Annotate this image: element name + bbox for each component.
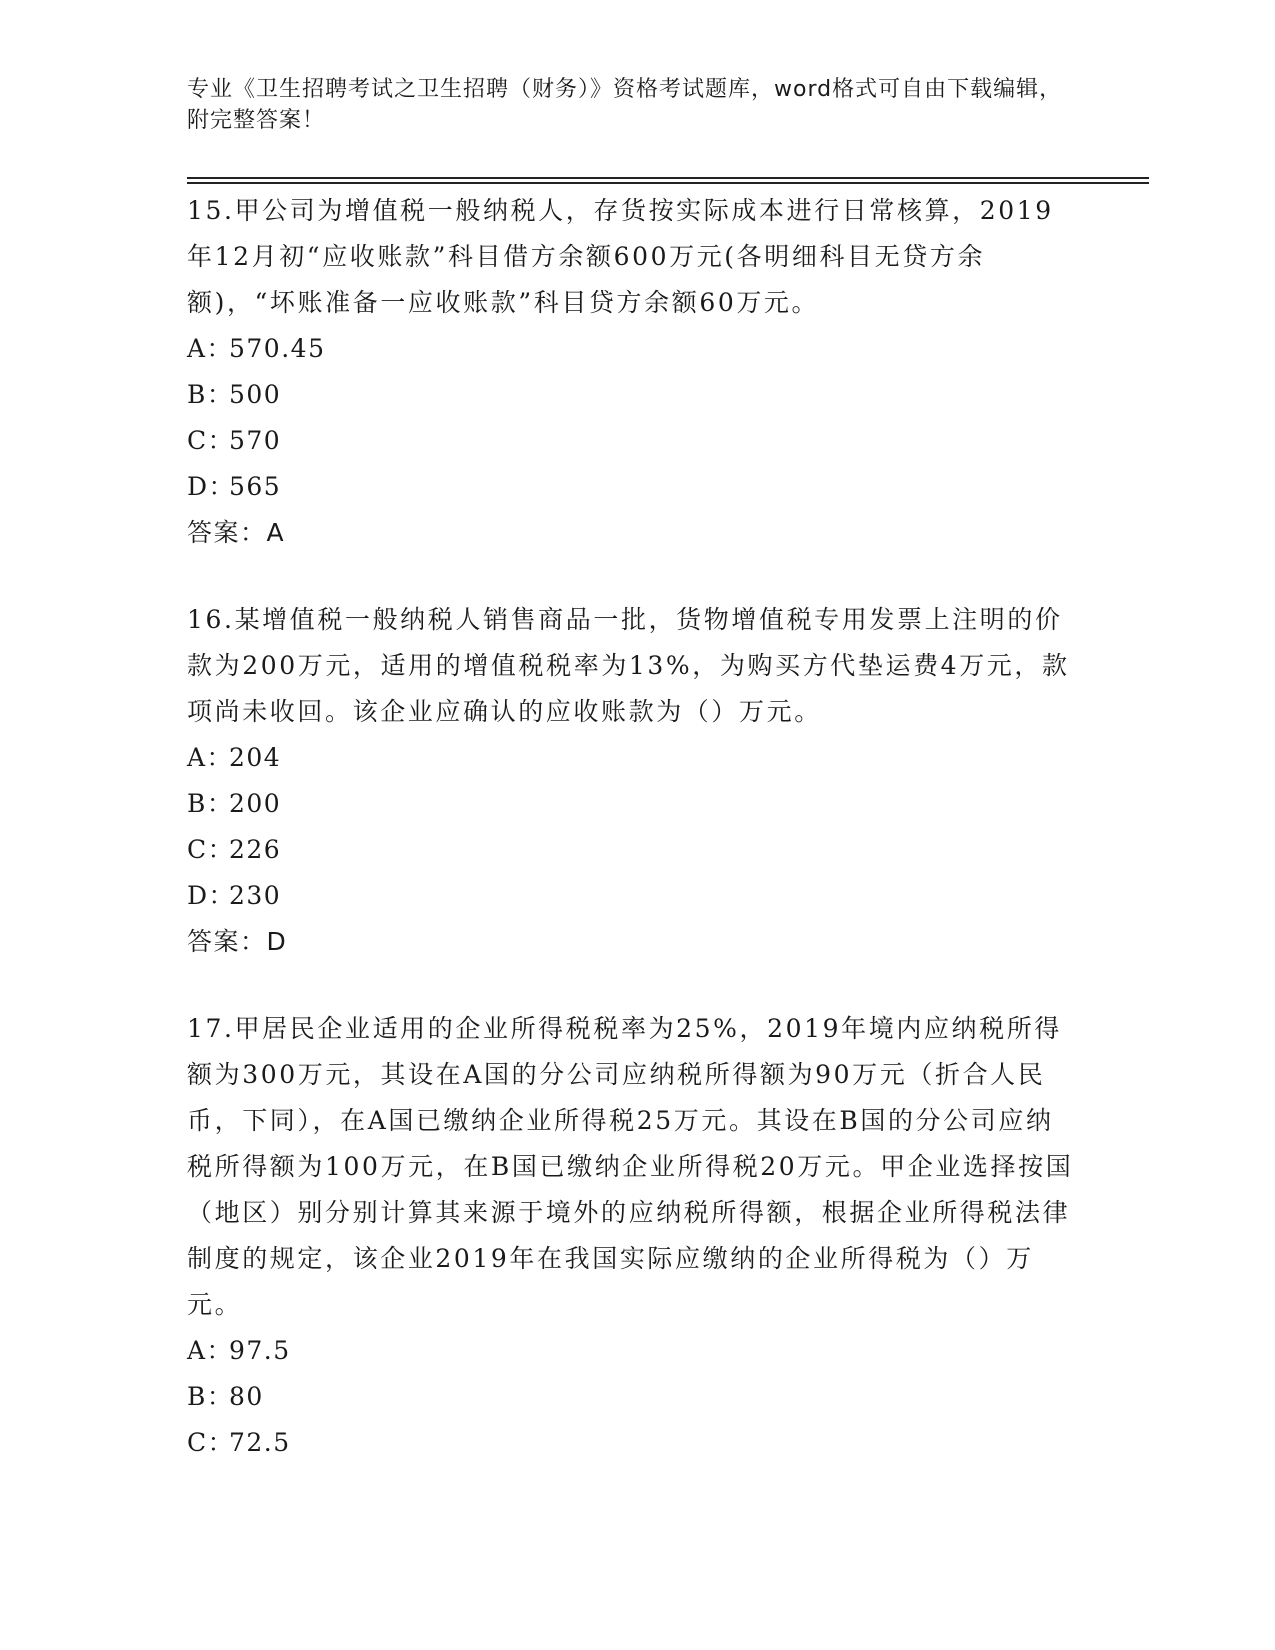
- option-a: [187, 326, 1077, 372]
- question-stem: [187, 1006, 1077, 1328]
- option-text: 97.5: [229, 1336, 291, 1365]
- option-text: 72.5: [229, 1428, 291, 1457]
- option-text: 200: [229, 789, 282, 818]
- question-15: [187, 188, 1077, 556]
- answer-line: 答案：D: [187, 927, 288, 956]
- question-16: [187, 597, 1077, 965]
- option-text: 230: [229, 881, 282, 910]
- option-b: [187, 372, 1077, 418]
- question-text: 甲公司为增值税一般纳税人，存货按实际成本进行日常核算，2019年12月初“应收账款”科目借方余额600万元(各明细科目无贷方余额)，“坏账准备一应收账款”科目贷方余额60万元。: [187, 196, 1054, 317]
- option-letter: C：: [187, 835, 235, 864]
- question-text: 甲居民企业适用的企业所得税税率为25%，2019年境内应纳税所得额为300万元，其设在A国的分公司应纳税所得额为90万元（折合人民币，下同），在A国已缴纳企业所得税25万元。其设在B国的分公司应纳税所得额为100万元，在B国已缴纳企业所得税20万元。甲企业选择按国（地区）别分别计算其来源于境外的应纳税所得额，根据企业所得税法律制度的规定，该企业2019年在我国实际应缴纳的企业所得税为（）万元。: [187, 1014, 1074, 1319]
- option-text: 80: [229, 1382, 264, 1411]
- question-text: 某增值税一般纳税人销售商品一批，货物增值税专用发票上注明的价款为200万元，适用的增值税税率为13%，为购买方代垫运费4万元，款项尚未收回。该企业应确认的应收账款为（）万元。: [187, 605, 1070, 726]
- option-text: 204: [229, 743, 282, 772]
- option-c: [187, 1420, 1077, 1466]
- option-d: [187, 873, 1077, 919]
- option-letter: A：: [187, 334, 234, 363]
- option-a: [187, 735, 1077, 781]
- option-text: 500: [229, 380, 282, 409]
- option-letter: B：: [187, 380, 234, 409]
- answer-line: 答案：A: [187, 518, 286, 547]
- option-text: 226: [229, 835, 282, 864]
- question-number: 15.: [187, 196, 235, 225]
- option-c: [187, 418, 1077, 464]
- option-text: 570.45: [229, 334, 326, 363]
- option-b: [187, 781, 1077, 827]
- header-rule-top: [187, 177, 1149, 179]
- option-c: [187, 827, 1077, 873]
- question-17: [187, 1006, 1077, 1466]
- option-letter: A：: [187, 1336, 234, 1365]
- option-text: 565: [229, 472, 282, 501]
- option-d: [187, 464, 1077, 510]
- question-number: 16.: [187, 605, 235, 634]
- option-letter: B：: [187, 1382, 234, 1411]
- option-letter: B：: [187, 789, 234, 818]
- option-letter: C：: [187, 426, 235, 455]
- option-letter: C：: [187, 1428, 235, 1457]
- option-letter: D：: [187, 472, 236, 501]
- question-stem: [187, 597, 1077, 735]
- document-header: 专业《卫生招聘考试之卫生招聘（财务）》资格考试题库，word格式可自由下载编辑，附完整答案！: [187, 77, 1063, 133]
- option-a: [187, 1328, 1077, 1374]
- option-letter: A：: [187, 743, 234, 772]
- option-text: 570: [229, 426, 282, 455]
- option-letter: D：: [187, 881, 236, 910]
- header-rule-bottom: [187, 182, 1149, 184]
- question-stem: [187, 188, 1077, 326]
- option-b: [187, 1374, 1077, 1420]
- question-number: 17.: [187, 1014, 235, 1043]
